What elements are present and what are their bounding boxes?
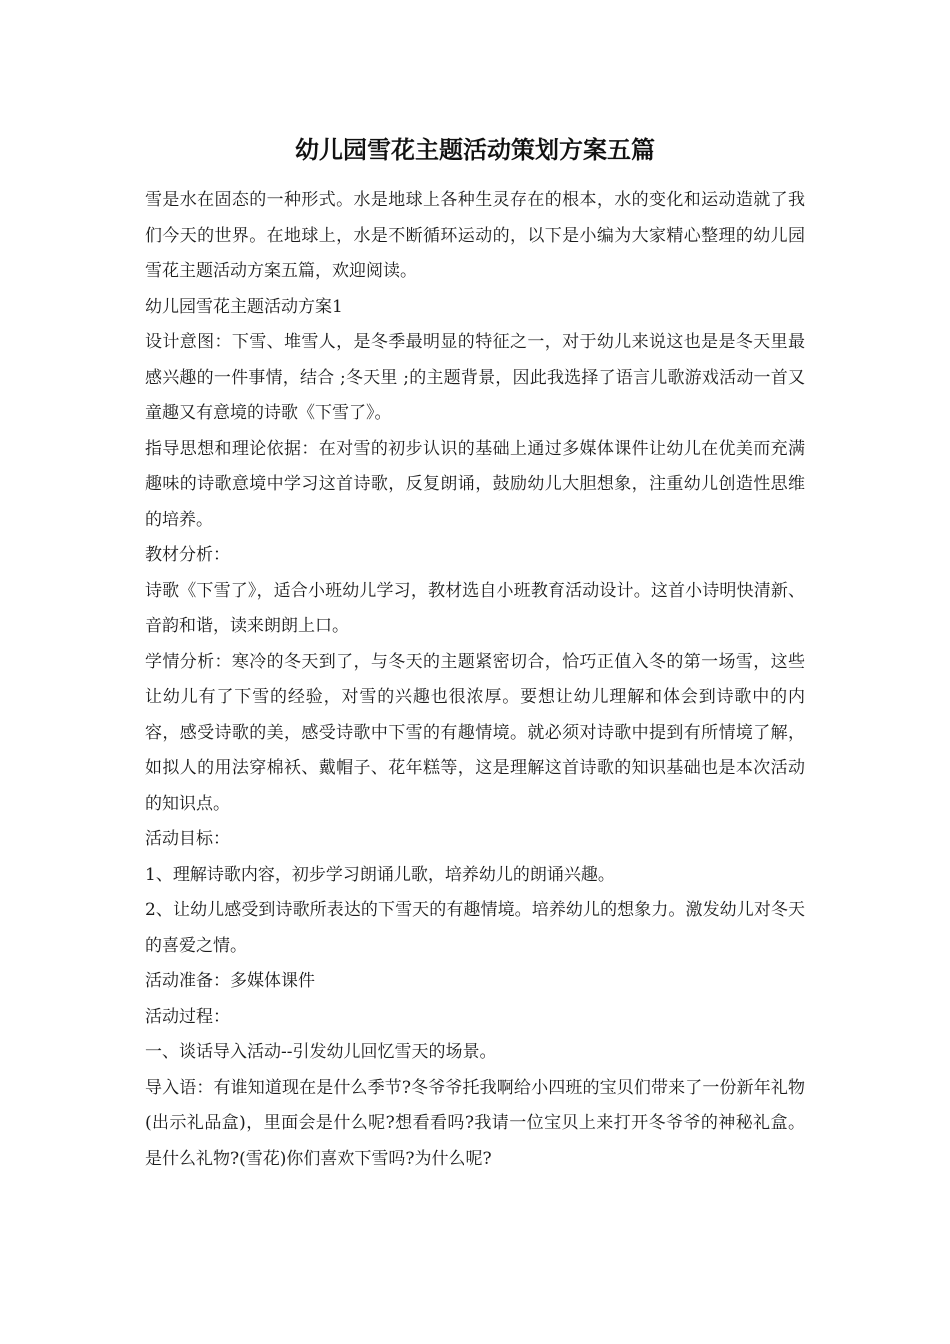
document-body xyxy=(145,183,805,1177)
document-title: 幼儿园雪花主题活动策划方案五篇 xyxy=(295,135,655,164)
goal-item-1: 1、理解诗歌内容，初步学习朗诵儿歌，培养幼儿的朗诵兴趣。 xyxy=(145,864,615,885)
process-heading: 活动过程： xyxy=(145,1006,230,1027)
intro-speech-paragraph: 导入语：有谁知道现在是什么季节?冬爷爷托我啊给小四班的宝贝们带来了一份新年礼物(出示礼品盒)，里面会是什么呢?想看看吗?我请一位宝贝上来打开冬爷爷的神秘礼盒。是什么礼物?(雪花)你们喜欢下雪吗?为什么呢? xyxy=(145,1077,805,1169)
intro-paragraph: 雪是水在固态的一种形式。水是地球上各种生灵存在的根本，水的变化和运动造就了我们今天的世界。在地球上，水是不断循环运动的，以下是小编为大家精心整理的幼儿园雪花主题活动方案五篇，欢迎阅读。 xyxy=(145,190,805,281)
goals-heading: 活动目标： xyxy=(145,829,230,849)
preparation-line: 活动准备：多媒体课件 xyxy=(145,971,315,991)
design-intent-paragraph: 设计意图：下雪、堆雪人，是冬季最明显的特征之一，对于幼儿来说这也是是冬天里最感兴趣的一件事情，结合 ;冬天里 ;的主题背景，因此我选择了语言儿歌游戏活动一首又童趣又有意境的诗歌《下雪了》。 xyxy=(145,332,805,423)
learner-analysis-paragraph: 学情分析：寒冷的冬天到了，与冬天的主题紧密切合，恰巧正值入冬的第一场雪，这些让幼儿有了下雪的经验，对雪的兴趣也很浓厚。要想让幼儿理解和体会到诗歌中的内容，感受诗歌的美，感受诗歌中下雪的有趣情境。就必须对诗歌中提到有所情境了解，如拟人的用法穿棉袄、戴帽子、花年糕等，这是理解这首诗歌的知识基础也是本次活动的知识点。 xyxy=(145,651,805,814)
material-analysis-heading: 教材分析： xyxy=(145,545,230,565)
goal-item-2: 2、让幼儿感受到诗歌所表达的下雪天的有趣情境。培养幼儿的想象力。激发幼儿对冬天的喜爱之情。 xyxy=(145,900,805,956)
process-step-1: 一、谈话导入活动--引发幼儿回忆雪天的场景。 xyxy=(145,1042,497,1062)
guiding-thought-paragraph: 指导思想和理论依据：在对雪的初步认识的基础上通过多媒体课件让幼儿在优美而充满趣味的诗歌意境中学习这首诗歌，反复朗诵，鼓励幼儿大胆想象，注重幼儿创造性思维的培养。 xyxy=(145,438,805,530)
section-heading: 幼儿园雪花主题活动方案1 xyxy=(145,296,343,317)
material-analysis-paragraph: 诗歌《下雪了》，适合小班幼儿学习，教材选自小班教育活动设计。这首小诗明快清新、音韵和谐，读来朗朗上口。 xyxy=(145,580,805,636)
